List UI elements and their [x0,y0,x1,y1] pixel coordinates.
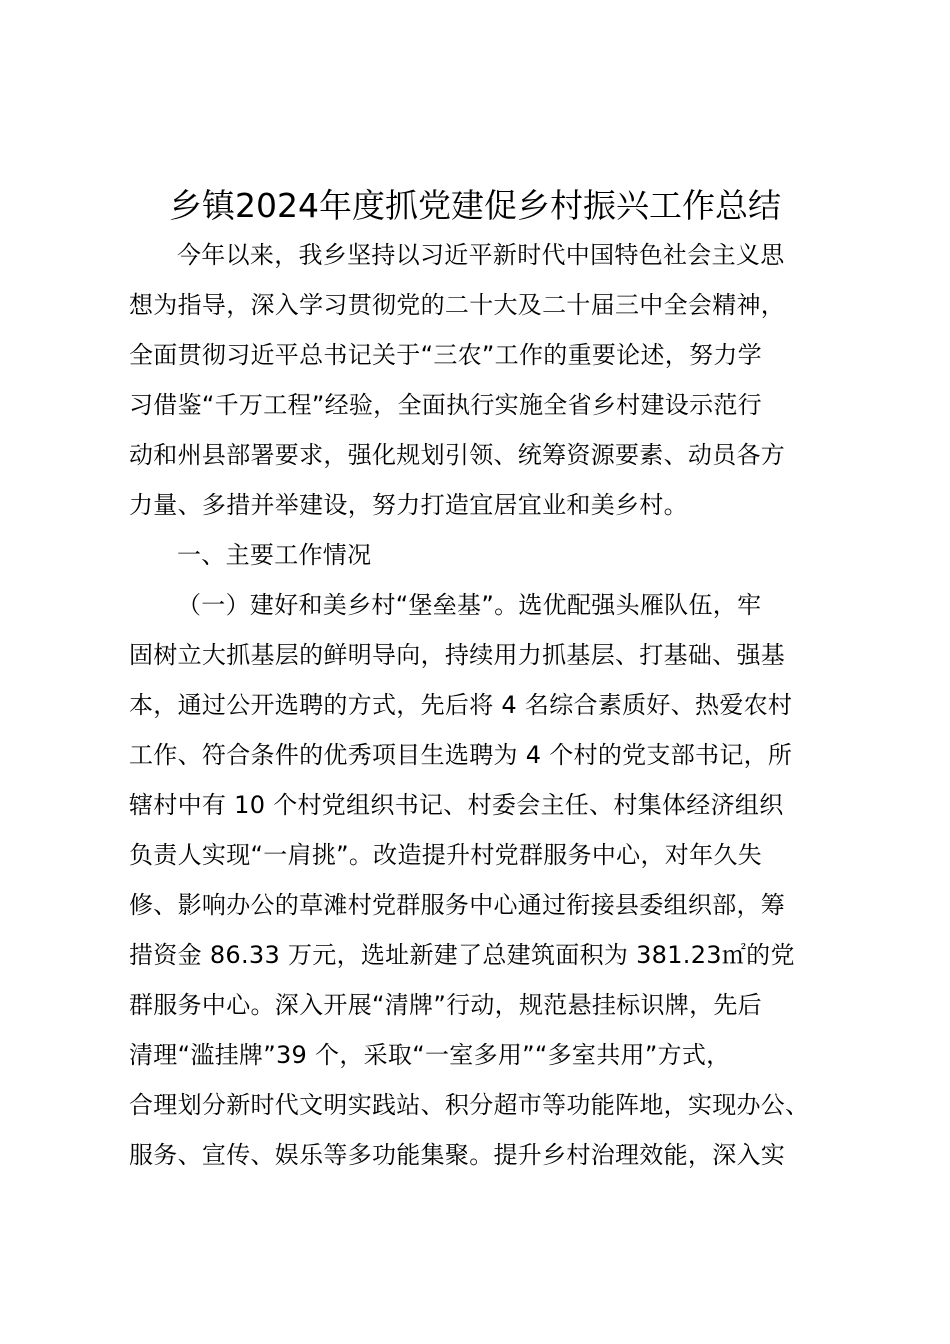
document-body [129,230,849,1180]
paragraph-line: 动和州县部署要求，强化规划引领、统筹资源要素、动员各方 [129,441,786,469]
paragraph-line: 力量、多措并举建设，努力打造宜居宜业和美乡村。 [129,491,688,519]
paragraph-line: 全面贯彻习近平总书记关于“三农”工作的重要论述，努力学 [129,341,762,369]
paragraph-line: 服务、宣传、娱乐等多功能集聚。提升乡村治理效能，深入实 [129,1141,786,1169]
paragraph-line: 习借鉴“千万工程”经验，全面执行实施全省乡村建设示范行 [129,391,762,419]
paragraph-line: 清理“滥挂牌”39 个，采取“一室多用”“多室共用”方式， [129,1041,731,1069]
paragraph-line: 合理划分新时代文明实践站、积分超市等功能阵地，实现办公、 [129,1091,810,1119]
paragraph-line: （一）建好和美乡村“堡垒基”。选优配强头雁队伍，牢 [177,591,762,619]
paragraph-line: 工作、符合条件的优秀项目生选聘为 4 个村的党支部书记，所 [129,741,793,769]
paragraph-line: 负责人实现“一肩挑”。改造提升村党群服务中心，对年久失 [129,841,762,869]
paragraph-line: 措资金 86.33 万元，选址新建了总建筑面积为 381.23㎡的党 [129,941,795,969]
paragraph-line: 固树立大抓基层的鲜明导向，持续用力抓基层、打基础、强基 [129,641,786,669]
paragraph-line: 今年以来，我乡坚持以习近平新时代中国特色社会主义思 [177,241,785,269]
paragraph-line: 本，通过公开选聘的方式，先后将 4 名综合素质好、热爱农村 [129,691,793,719]
paragraph-line: 辖村中有 10 个村党组织书记、村委会主任、村集体经济组织 [129,791,784,819]
section-heading: 一、主要工作情况 [177,541,372,569]
document-title: 乡镇2024年度抓党建促乡村振兴工作总结 [169,186,781,225]
paragraph-line: 想为指导，深入学习贯彻党的二十大及二十届三中全会精神， [129,291,786,319]
paragraph-line: 修、影响办公的草滩村党群服务中心通过衔接县委组织部，筹 [129,891,786,919]
paragraph-line: 群服务中心。深入开展“清牌”行动，规范悬挂标识牌，先后 [129,991,762,1019]
